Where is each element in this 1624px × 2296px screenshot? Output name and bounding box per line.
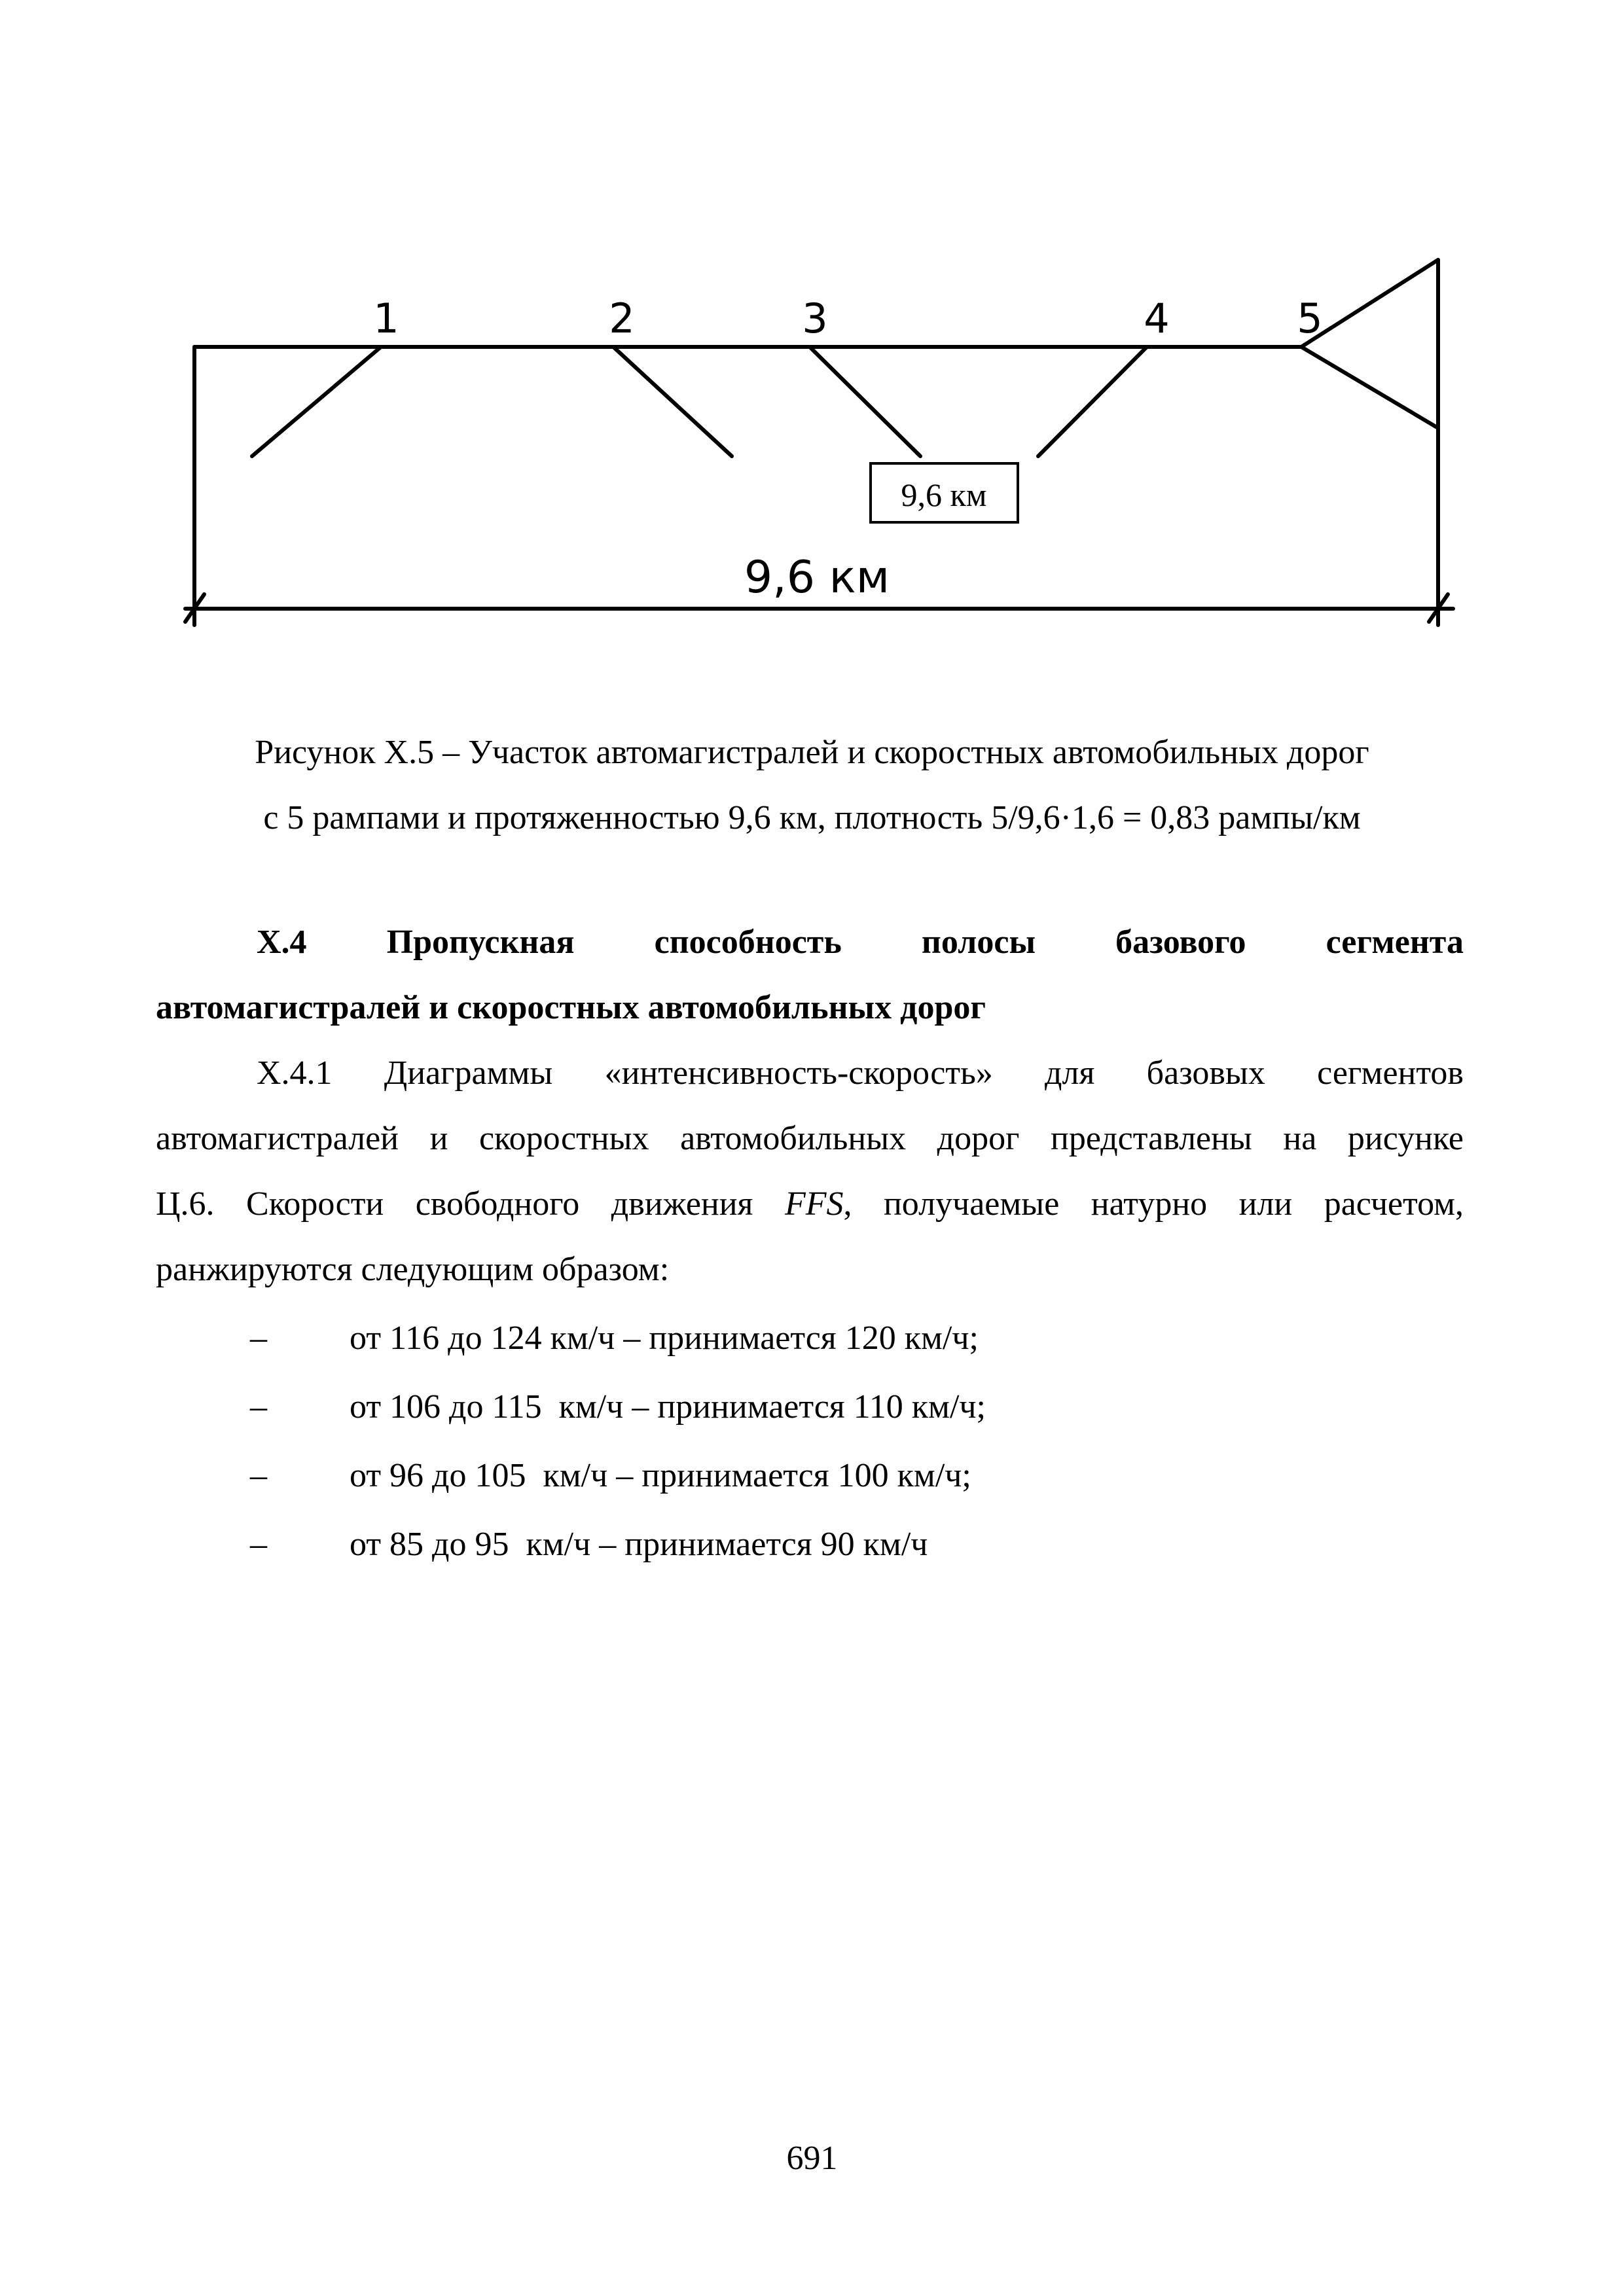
list-item-text: от 116 до 124 км/ч – принимается 120 км/ч; (350, 1319, 979, 1357)
ramp-label-4: 4 (1144, 295, 1170, 342)
ramp-label-5: 5 (1297, 295, 1323, 342)
section-heading-line-1 (257, 910, 1464, 975)
heading-word: способность (654, 924, 842, 961)
section-heading-line-2: автомагистралей и скоростных автомобильных дорог (156, 989, 986, 1026)
para-word: для (1045, 1054, 1095, 1092)
ramp-1-line (252, 347, 381, 456)
para-word: «интенсивность-скорость» (604, 1054, 993, 1092)
ramp-3-line (810, 347, 920, 456)
list-item-text: от 106 до 115 км/ч – принимается 110 км/ч; (350, 1388, 986, 1426)
list-item (0, 1512, 1624, 1577)
list-dash: – (250, 1526, 267, 1563)
length-box-label: 9,6 км (901, 476, 987, 513)
ffs-symbol: FFS (784, 1185, 844, 1223)
list-dash: – (250, 1388, 267, 1426)
para-word: сегментов (1317, 1054, 1464, 1092)
ramp-5-lower-line (1301, 347, 1438, 428)
ramp-diagram (0, 0, 1624, 655)
heading-word: сегмента (1326, 924, 1464, 961)
paragraph-line-1 (257, 1041, 1464, 1106)
list-dash: – (250, 1457, 267, 1494)
figure-caption-line-1: Рисунок Х.5 – Участок автомагистралей и скоростных автомобильных дорог (255, 734, 1369, 771)
paragraph-line-2: автомагистралей и скоростных автомобильных дорог представлены на рисунке (156, 1120, 1464, 1157)
para-word: Х.4.1 (257, 1054, 333, 1092)
heading-word: Пропускная (386, 924, 575, 961)
para-text-before-ffs: Ц.6. Скорости свободного движения (156, 1185, 753, 1223)
para-word: базовых (1146, 1054, 1265, 1092)
ramp-2-line (613, 347, 732, 456)
paragraph-line-4: ранжируются следующим образом: (156, 1251, 670, 1288)
para-word: Диаграммы (384, 1054, 553, 1092)
list-dash: – (250, 1319, 267, 1357)
page-number: 691 (786, 2140, 838, 2177)
heading-word: базового (1115, 924, 1246, 961)
figure-caption-line-2: с 5 рампами и протяженностью 9,6 км, плотность 5/9,6·1,6 = 0,83 рампы/км (263, 799, 1361, 836)
list-item (0, 1443, 1624, 1509)
list-item (0, 1306, 1624, 1371)
heading-word: полосы (921, 924, 1036, 961)
ramp-label-2: 2 (609, 295, 635, 342)
ramp-label-1: 1 (373, 295, 399, 342)
paragraph-line-3 (156, 1172, 1464, 1237)
list-item (0, 1374, 1624, 1440)
heading-word: Х.4 (257, 924, 307, 961)
list-item-text: от 96 до 105 км/ч – принимается 100 км/ч; (350, 1457, 971, 1494)
dimension-label: 9,6 км (744, 552, 890, 603)
ramp-label-3: 3 (802, 295, 828, 342)
list-item-text: от 85 до 95 км/ч – принимается 90 км/ч (350, 1526, 928, 1563)
ramp-4-line (1038, 347, 1147, 456)
para-text-after-ffs: , получаемые натурно или расчетом, (843, 1185, 1464, 1223)
